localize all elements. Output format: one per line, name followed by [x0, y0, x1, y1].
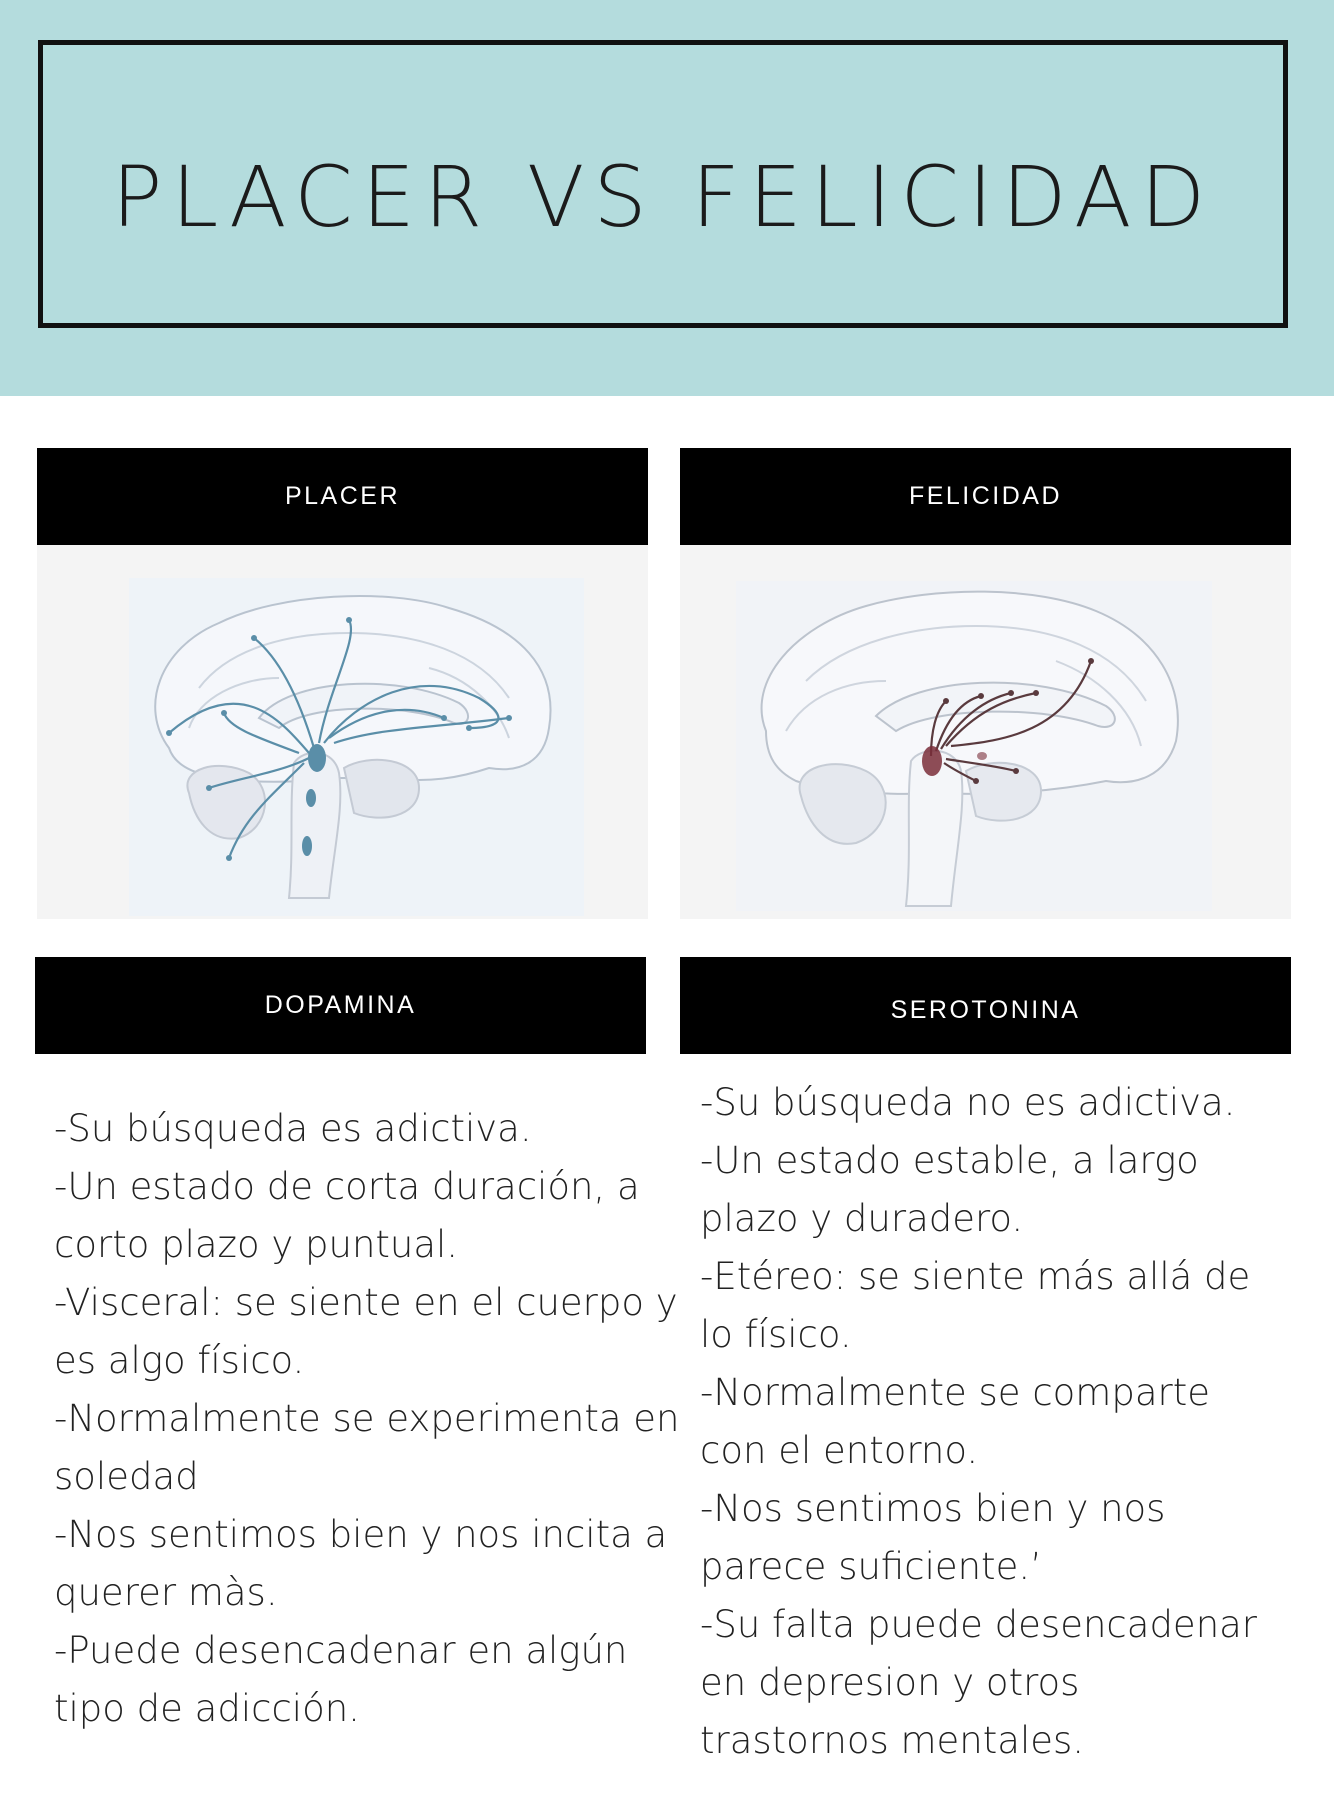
placer-line: corto plazo y puntual.: [54, 1223, 459, 1266]
brain-serotonin-pathways-icon: [736, 581, 1212, 911]
page-title: PLACER VS FELICIDAD: [111, 148, 1215, 246]
felicidad-line: plazo y duradero.: [700, 1197, 1024, 1240]
placer-line: -Visceral: se siente en el cuerpo y: [54, 1281, 678, 1324]
placer-line: -Nos sentimos bien y nos incita a: [54, 1513, 668, 1556]
felicidad-line: -Normalmente se comparte: [700, 1371, 1210, 1414]
placer-line: tipo de adicción.: [54, 1687, 360, 1730]
felicidad-line: parece suficiente.’: [700, 1545, 1042, 1588]
felicidad-line: trastornos mentales.: [700, 1719, 1085, 1762]
brain-image-felicidad: [680, 545, 1291, 919]
felicidad-line: -Etéreo: se siente más allá de: [700, 1255, 1251, 1298]
placer-line: -Su búsqueda es adictiva.: [54, 1107, 532, 1150]
placer-description: [54, 1100, 679, 1738]
title-box: [38, 40, 1288, 328]
placer-line: querer màs.: [54, 1571, 278, 1614]
placer-line: -Un estado de corta duración, a: [54, 1165, 640, 1208]
column-subheader-dopamina: DOPAMINA: [35, 957, 646, 1054]
felicidad-line: -Su búsqueda no es adictiva.: [700, 1081, 1236, 1124]
felicidad-line: -Nos sentimos bien y nos: [700, 1487, 1166, 1530]
header-band: [0, 0, 1334, 396]
placer-line: es algo físico.: [54, 1339, 305, 1382]
felicidad-line: -Un estado estable, a largo: [700, 1139, 1199, 1182]
placer-line: -Puede desencadenar en algún: [54, 1629, 628, 1672]
felicidad-description: [700, 1074, 1257, 1770]
placer-line: soledad: [54, 1455, 199, 1498]
felicidad-line: con el entorno.: [700, 1429, 979, 1472]
felicidad-line: -Su falta puede desencadenar: [700, 1603, 1258, 1646]
column-header-felicidad: FELICIDAD: [680, 448, 1291, 545]
column-header-placer: PLACER: [37, 448, 648, 545]
placer-line: -Normalmente se experimenta en: [54, 1397, 680, 1440]
brain-image-placer: [37, 545, 648, 919]
column-subheader-serotonina: SEROTONINA: [680, 957, 1291, 1054]
felicidad-line: en depresion y otros: [700, 1661, 1080, 1704]
brain-dopamine-pathways-icon: [129, 578, 584, 916]
felicidad-line: lo físico.: [700, 1313, 852, 1356]
